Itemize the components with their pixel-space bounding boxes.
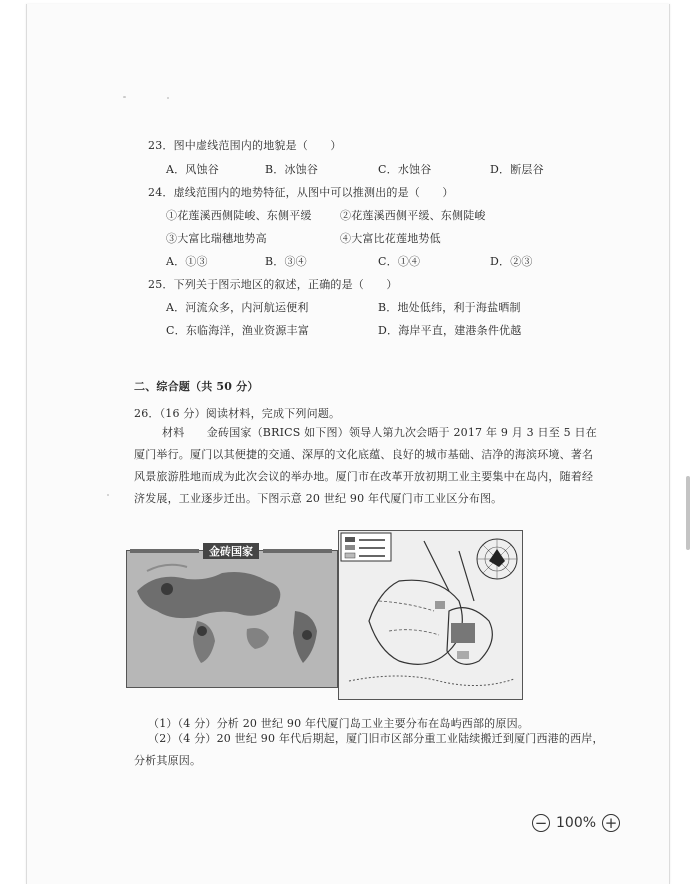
q23-stem: 23．图中虚线范围内的地貌是（ ） xyxy=(148,139,342,152)
header-bar-left xyxy=(130,549,199,553)
q24-statement-3: ③大富比瑞穗地势高 xyxy=(166,232,267,245)
figure-header xyxy=(126,544,336,558)
minus-icon: − xyxy=(534,813,548,832)
q25-stem: 25．下列关于图示地区的叙述，正确的是（ ） xyxy=(148,278,398,291)
q26-sub2: （2）（4 分）20 世纪 90 年代后期起，厦门旧市区部分重工业陆续搬迁到厦门西港的西岸，分析其原因。 xyxy=(134,732,604,767)
zoom-level: 100% xyxy=(556,815,597,831)
q23-option-b: B．冰蚀谷 xyxy=(265,163,319,176)
q23-option-c: C．水蚀谷 xyxy=(378,163,432,176)
zoom-controls xyxy=(532,812,620,834)
section-title: 二、综合题（共 50 分） xyxy=(134,380,259,393)
q25-option-c: C．东临海洋，渔业资源丰富 xyxy=(166,324,310,337)
q25-option-b: B．地处低纬，利于海盐晒制 xyxy=(378,301,521,314)
q25-option-a: A．河流众多，内河航运便利 xyxy=(166,301,309,314)
q24-option-d: D．②③ xyxy=(490,255,533,268)
q24-stem: 24．虚线范围内的地势特征，从图中可以推测出的是（ ） xyxy=(148,186,454,199)
xiamen-industry-map xyxy=(338,530,523,700)
scan-speck xyxy=(167,97,169,99)
xiamen-map-graphic xyxy=(339,531,522,699)
q26-sub1: （1）（4 分）分析 20 世纪 90 年代厦门岛工业主要分布在岛屿西部的原因。 xyxy=(148,717,529,730)
q24-option-c: C．①④ xyxy=(378,255,421,268)
figure-maps xyxy=(126,530,521,698)
scan-speck xyxy=(107,494,109,496)
brics-world-map xyxy=(126,550,338,688)
zoom-in-button[interactable] xyxy=(602,814,620,832)
header-bar-right xyxy=(263,549,332,553)
plus-icon: + xyxy=(604,813,618,832)
q24-statement-2: ②花莲溪西侧平缓、东侧陡峻 xyxy=(340,209,486,222)
q26-stem: 26．（16 分）阅读材料，完成下列问题。 xyxy=(134,407,341,420)
world-map-graphic xyxy=(127,551,337,687)
q24-statement-4: ④大富比花莲地势低 xyxy=(340,232,441,245)
q23-option-d: D．断层谷 xyxy=(490,163,544,176)
scan-speck xyxy=(123,96,126,98)
zoom-out-button[interactable] xyxy=(532,814,550,832)
q24-option-b: B．③④ xyxy=(265,255,307,268)
scrollbar-thumb[interactable] xyxy=(686,476,690,550)
q24-statement-1: ①花莲溪西侧陡峻、东侧平缓 xyxy=(166,209,312,222)
q26-material: 材料 金砖国家（BRICS 如下图）领导人第九次会晤于 2017 年 9 月 3 日至 5 日在厦门举行。厦门以其便捷的交通、深厚的文化底蕴、良好的城市基础、洁净的海滨环境、著名风景旅游胜地而成为此次会议的举办地。厦门市在改革开放初期工业主要集中在岛内，随着经济发展，工业逐步迁出。下图示意 20 世纪 90 年代厦门市工业区分布图。 xyxy=(134,426,597,505)
figure-title: 金砖国家 xyxy=(203,543,259,559)
q23-option-a: A．风蚀谷 xyxy=(166,163,219,176)
q24-option-a: A．①③ xyxy=(166,255,208,268)
q25-option-d: D．海岸平直，建港条件优越 xyxy=(378,324,522,337)
